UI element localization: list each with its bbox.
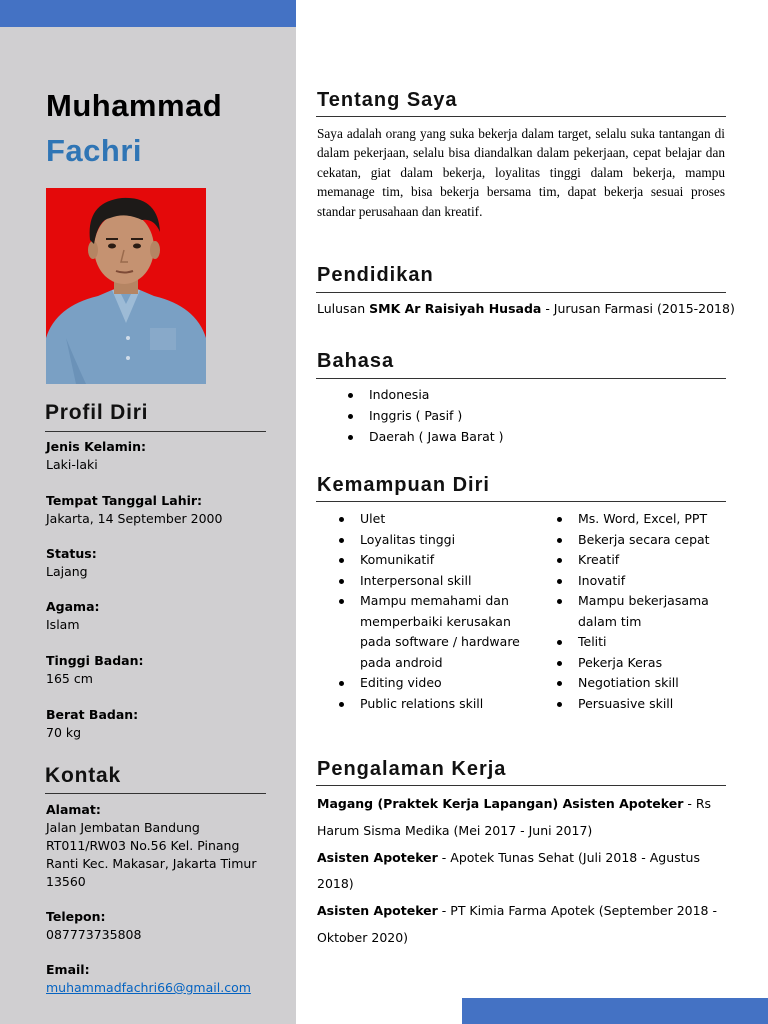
field-value: Islam	[46, 617, 80, 632]
field-tinggi-badan	[46, 652, 286, 688]
list-item: Ms. Word, Excel, PPT	[554, 509, 734, 530]
tentang-saya-heading: Tentang Saya	[317, 89, 458, 111]
pengalaman-kerja-divider	[316, 785, 726, 786]
address-line: Jalan Jembatan Bandung	[46, 820, 200, 835]
address-line: Ranti Kec. Makasar, Jakarta Timur	[46, 856, 257, 871]
field-value: 70 kg	[46, 725, 82, 740]
experience-item	[317, 898, 727, 952]
field-label: Tempat Tanggal Lahir:	[46, 493, 203, 508]
experience-detail: - PT Kimia Farma Apotek (September 2018 - Oktober 2020)	[317, 903, 717, 945]
pengalaman-kerja-heading: Pengalaman Kerja	[317, 758, 507, 780]
list-item: Public relations skill	[336, 694, 526, 715]
field-label: Telepon:	[46, 909, 106, 924]
list-item: Bekerja secara cepat	[554, 530, 734, 551]
list-item: Pekerja Keras	[554, 653, 734, 674]
list-item: Editing video	[336, 673, 526, 694]
experience-role: Asisten Apoteker	[317, 903, 438, 919]
experience-detail: - Rs Harum Sisma Medika (Mei 2017 - Juni 2017)	[317, 796, 712, 838]
field-value: Laki-laki	[46, 457, 98, 472]
top-accent-bar	[0, 0, 296, 27]
field-value: Lajang	[46, 564, 88, 579]
field-label: Agama:	[46, 599, 100, 614]
bahasa-heading: Bahasa	[317, 350, 395, 372]
list-item: Mampu memahami dan memperbaiki kerusakan pada software / hardware pada android	[336, 591, 526, 673]
field-email	[46, 961, 286, 997]
field-value: Jakarta, 14 September 2000	[46, 511, 223, 526]
about-text: Saya adalah orang yang suka bekerja dalam target, selalu suka tantangan di dalam pekerjaan, selalu bisa diandalkan dalam pekerjaan, cepat belajar dan cekatan, giat dalam bekerja, loyalitas tinggi dalam bekerja, mampu memanage tim, bisa bekerja bersama tim, dapat bekerja sesuai proses standar perusahaan dan kreatif.	[317, 126, 725, 219]
profile-photo	[46, 188, 206, 384]
education-prefix: Lulusan	[317, 301, 370, 316]
field-status	[46, 545, 286, 581]
field-berat-badan	[46, 706, 286, 742]
last-name: Fachri	[46, 133, 143, 168]
kontak-heading: Kontak	[45, 764, 121, 787]
list-item: Loyalitas tinggi	[336, 530, 526, 551]
list-item: Ulet	[336, 509, 526, 530]
kemampuan-diri-divider	[316, 501, 726, 502]
education-entry	[317, 300, 737, 318]
list-item: Daerah ( Jawa Barat )	[345, 427, 645, 448]
field-alamat	[46, 801, 286, 891]
field-label: Tinggi Badan:	[46, 653, 144, 668]
experience-role: Asisten Apoteker	[317, 849, 438, 865]
field-tempat-tanggal-lahir	[46, 492, 286, 528]
field-telepon	[46, 908, 286, 944]
kemampuan-diri-heading: Kemampuan Diri	[317, 474, 490, 496]
address-line: RT011/RW03 No.56 Kel. Pinang	[46, 838, 240, 853]
first-name: Muhammad	[46, 88, 223, 123]
education-school: SMK Ar Raisiyah Husada	[369, 301, 542, 316]
education-detail: - Jurusan Farmasi (2015-2018)	[541, 301, 735, 316]
list-item: Interpersonal skill	[336, 571, 526, 592]
experience-role: Magang (Praktek Kerja Lapangan) Asisten Apoteker	[317, 796, 684, 811]
field-value: 165 cm	[46, 671, 93, 686]
bahasa-divider	[316, 378, 726, 379]
field-label: Jenis Kelamin:	[46, 439, 146, 454]
list-item: Persuasive skill	[554, 694, 734, 715]
field-agama	[46, 598, 286, 634]
profil-diri-heading: Profil Diri	[45, 401, 149, 424]
language-list	[345, 385, 645, 447]
list-item: Mampu bekerjasama dalam tim	[554, 591, 734, 632]
bottom-accent-bar	[462, 998, 768, 1024]
kontak-divider	[45, 793, 266, 794]
list-item: Teliti	[554, 632, 734, 653]
pendidikan-heading: Pendidikan	[317, 264, 434, 286]
list-item: Kreatif	[554, 550, 734, 571]
skills-list-left	[336, 509, 526, 714]
field-label: Email:	[46, 962, 90, 977]
skills-list-right	[554, 509, 734, 714]
field-value: 087773735808	[46, 927, 142, 942]
profil-diri-divider	[45, 431, 266, 432]
experience-item	[317, 791, 727, 845]
field-jenis-kelamin	[46, 438, 286, 474]
field-label: Berat Badan:	[46, 707, 139, 722]
address-line: 13560	[46, 874, 86, 889]
list-item: Indonesia	[345, 385, 645, 406]
email-link[interactable]: muhammadfachri66@gmail.com	[46, 980, 251, 995]
tentang-saya-divider	[316, 116, 726, 117]
person-photo-icon	[46, 188, 206, 384]
experience-detail: - Apotek Tunas Sehat (Juli 2018 - Agustus 2018)	[317, 849, 700, 892]
list-item: Inovatif	[554, 571, 734, 592]
list-item: Inggris ( Pasif )	[345, 406, 645, 427]
field-label: Alamat:	[46, 802, 101, 817]
experience-item	[317, 845, 727, 899]
field-label: Status:	[46, 546, 97, 561]
pendidikan-divider	[316, 292, 726, 293]
experience-list	[317, 791, 727, 952]
list-item: Negotiation skill	[554, 673, 734, 694]
list-item: Komunikatif	[336, 550, 526, 571]
